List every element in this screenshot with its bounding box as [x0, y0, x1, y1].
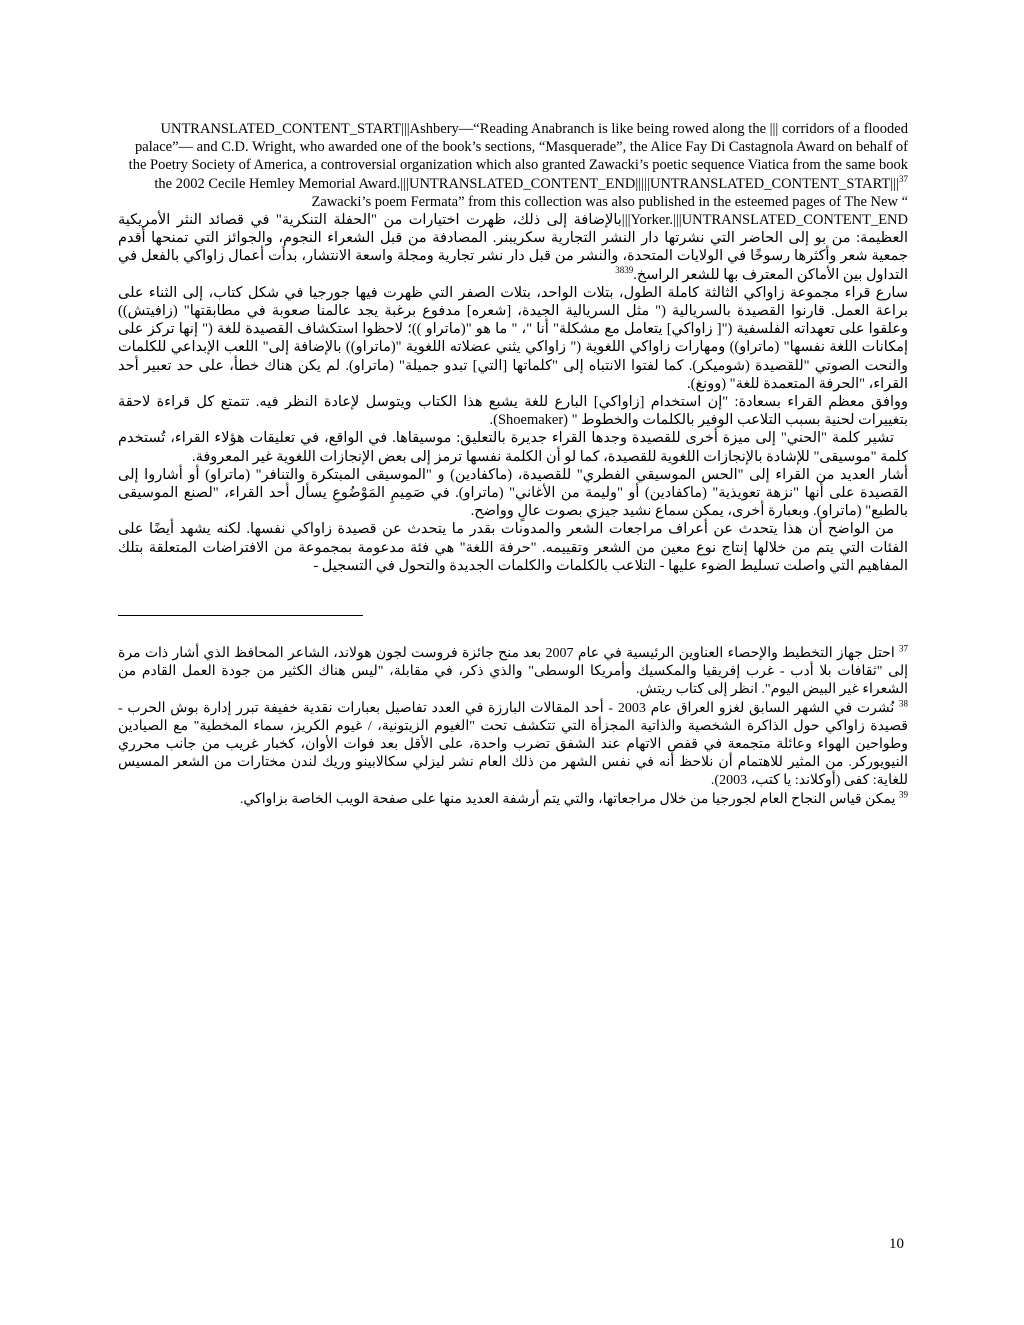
- paragraph-readers-agree: ووافق معظم القراء بسعادة: "إن استخدام [زاواكي] البارع للغة يشبع هذا الكتاب ويتوسل لإعادة النظر فيه. تتمتع كل قراءة لاحقة بتغييرات لحنية بسبب التلاعب الوفير بالكلمات والخطوط " (Shoemaker).: [118, 394, 908, 429]
- body-text: [118, 120, 908, 575]
- paragraph-readers-praise: سارع قراء مجموعة زاواكي الثالثة كاملة الطول، بتلات الواحد، بتلات الصفر التي ظهرت فيها جورجيا في شكل كتاب، إلى الثناء على براعة العمل. قارنوا القصيدة بالسريالية (" مثل السريالية الجيدة، [شعره] مدفوع برغبة يجد عالمنا صعوبة في مطابقتها" (زافيتش)) وعلقوا على تعهداته الفلسفية ("[ زاواكي] يتعامل مع مشكلة" أنا "، " ما هو "(ماتراو ))؛ لاحظوا استكشاف القصيدة للغة (" إنها تركز على إمكانات اللغة نفسها" (ماتراو)) ومهارات زاواكي اللغوية (" زاواكي يثني عضلاته اللغوية "(ماتراو)) بالإضافة إلى" اللعب الإبداعي للكلمات والنحت الصوتي "للقصيدة (شوميكر). كما لفتوا الانتباه إلى "كلماتها [التي] تبدو جميلة" (ماتراو). لم يكن هناك خطأ، على حد تعبير أحد القراء، "الحرفة المتعمدة للغة" (وونغ).: [118, 284, 908, 392]
- footnote-text: يمكن قياس النجاح العام لجورجيا من خلال مراجعاتها، والتي يتم أرشفة العديد منها على صفحة الويب الخاصة بزاواكي.: [239, 791, 896, 807]
- page-number: 10: [889, 1236, 904, 1252]
- footnote-separator: [118, 615, 363, 616]
- paragraph-music-word: تشير كلمة "الحني" إلى ميزة أخرى للقصيدة وجدها القراء جديرة بالتعليق: موسيقاها. في الواقع، في تعليقات هؤلاء القراء، تُستخدم كلمة "موسيقى" للإشادة بالإنجازات اللغوية للقصيدة، كما لو أن الكلمة نفسها ترمز إلى بعض الإنجازات اللغوية غير المعروفة.: [118, 430, 908, 465]
- footnote-ref-39[interactable]: 39: [624, 264, 634, 275]
- footnote-text: نُشرت في الشهر السابق لغزو العراق عام 2003 - أحد المقالات البارزة في العدد تفاصيل بعبارات نقدية خفيفة تبرر إدارة بوش الحرب - قصيدة زاواكي حول الذاكرة الشخصية والذاتية المجزأة التي تتكشف تحت "الغيوم الزيتونية، / غيوم الكريز، سماء المخطية" مع الصيادين وطواحين الهواء وعائلة متجمعة في قفص الاتهام عند الشفق تضرب واحدة، على الأقل بعد فوات الأوان، كخبار غريب من جانب محرري النيويوركر. من المثير للاهتمام أن نلاحظ أنه في نفس الشهر من ذلك العام نشر ليزلي سكالابينو وريك لندن مختارات من الشعر المسيس للغاية: كفى (أوكلاند: يا كتب، 2003).: [118, 700, 908, 789]
- footnote-ref-37[interactable]: 37: [899, 173, 908, 184]
- footnote-number: 38: [899, 697, 909, 708]
- footnote-38: [118, 697, 909, 791]
- footnote-39: [118, 788, 908, 809]
- footnote-ref-38[interactable]: 38: [615, 264, 625, 275]
- paragraph-english-text: UNTRANSLATED_CONTENT_START|||Ashbery—“Reading Anabranch is like being rowed along the ||| corridors of a flooded palace”— and C.D. Wright, who awarded one of the book’s sections, “Masquerade”, the Alice Fay Di Castagnola Award on behalf of the Poetry Society of America, a controversial organization which also granted Zawacki’s poetic sequence Viatica from the same book the 2002 Cecile Hemley Memorial Award.|||UNTRANSLATED_CONTENT_END|||||UNTRANSLATED_CONTENT_START|||: [128, 121, 908, 192]
- paragraph-mixed-text: Yorker.|||UNTRANSLATED_CONTENT_END|||بالإضافة إلى ذلك، ظهرت اختيارات من "الحفلة التنكرية" في قصائد النثر الأمريكية العظيمة: من بو إلى الحاضر التي نشرتها دار النشر التجارية سكريبنر. المصادفة من قبل الشعراء النجوم، والجوائز التي تمنحها أقدم جمعية شعر وأكثرها رسوخًا في الولايات المتحدة، والنشر من قبل دار نشر تجارية ومجلة واسعة الانتشار، بدأت أعمال زاواكي بالفعل في التداول بين الأماكن المعترف بها للشعر الراسخ.: [118, 212, 908, 283]
- paragraph-conventions: من الواضح أن هذا يتحدث عن أعراف مراجعات الشعر والمدونات بقدر ما يتحدث عن قصيدة زاواكي نفسها. لكنه يشهد أيضًا على الفئات التي يتم من خلالها إنتاج نوع معين من الشعر وتقييمه. "حرفة اللغة" هي فئة مدعومة بمجموعة من الافتراضات المتعلقة بتلك المفاهيم التي واصلت تسليط الضوء عليها - التلاعب بالكلمات والكلمات الجديدة والتحول في التسجيل -: [118, 521, 908, 574]
- footnote-37: [118, 645, 908, 700]
- footnote-number: 39: [899, 788, 908, 799]
- footnote-text: احتل جهاز التخطيط والإحصاء العناوين الرئيسية في عام 2007 بعد منح جائزة فروست لجون هولاند، الشاعر المحافظ الذي أشار ذات مرة إلى "ثقافات بلا أدب - غرب إفريقيا والمكسيك وأمريكا الوسطى" والذي ذكر، في مقابلة، "ليس هناك الكثير من جودة العمل القادم من الشعراء غير البيض اليوم". انظر إلى كتاب ريتش.: [118, 646, 908, 698]
- paragraph-english: [118, 120, 908, 211]
- paragraph-mixed: [118, 211, 908, 284]
- footnote-number: 37: [899, 643, 909, 654]
- paragraph-english-tail: Zawacki’s poem Fermata” from this collection was also published in the esteemed pages of The New “: [311, 193, 908, 210]
- paragraph-musical-sense: أشار العديد من القراء إلى "الحس الموسيقي الفطري" للقصيدة، (ماكفادين) و "الموسيقى المبتكرة والتنافر" (ماتراو) أو أشاروا إلى القصيدة على أنها "نزهة تعويذية" (ماكفادين) أو "وليمة من الأغاني" (ماتراو). في صَمِيمِ المَوْضُوعِ يسأل أحد القراء، "لصنع الموسيقى بالطبع" (ماتراو). وبعبارة أخرى، يمكن سماع نشيد جيزي بصوت عالٍ وواضح.: [118, 466, 908, 520]
- footnotes: [118, 645, 908, 809]
